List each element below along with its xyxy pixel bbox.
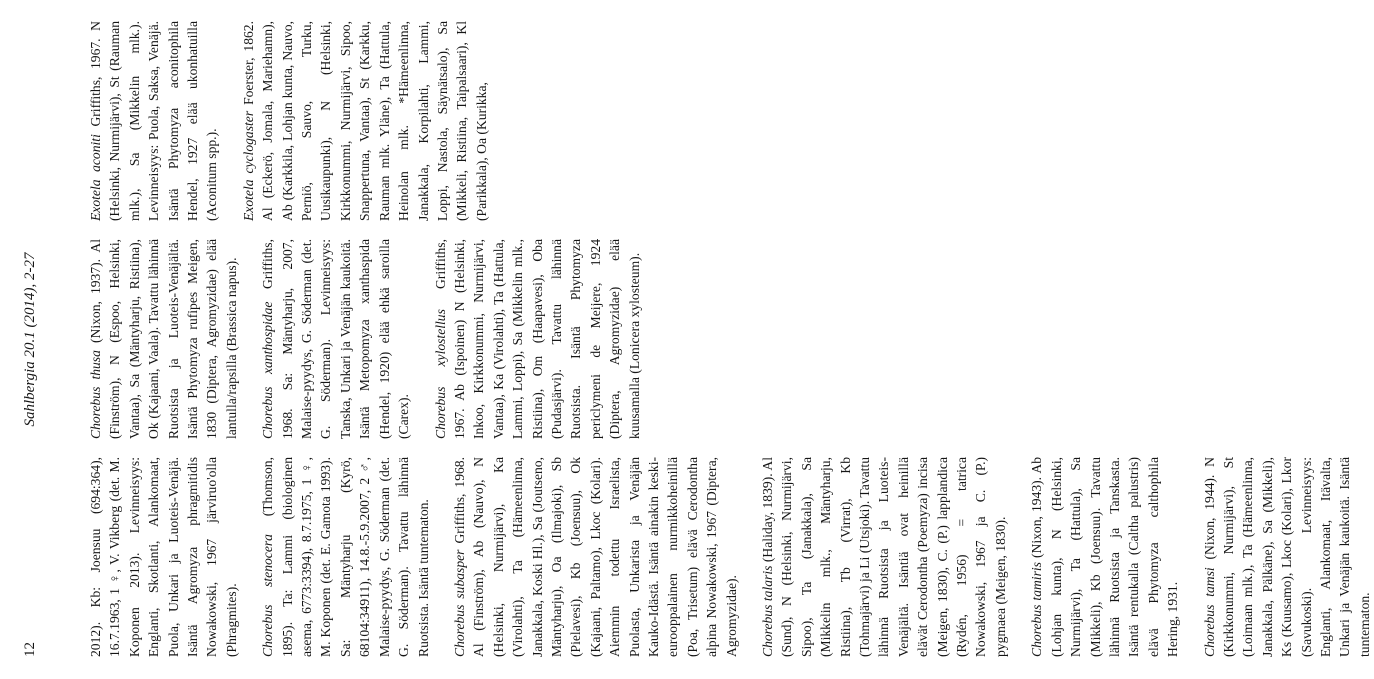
paragraph-text: 2012). Kb: Joensuu (694:364), 16.7.1963, 1 ♀, V. Vikberg (det. M. Koponen 2013). Levinneisyys: Englanti, Skotlanti, Alankomaat, Puola, Unkari ja Luoteis-Venäjä. Isäntä Agromyza phragmitidis Nowakowski, 1967 järviruo'olla (Phragmites). <box>88 457 239 657</box>
species-entry <box>258 239 413 439</box>
species-name: Chorebus tamsi <box>1201 567 1217 657</box>
page-number: 12 <box>22 642 38 657</box>
text-column-1 <box>86 457 1372 657</box>
species-text: (Nixon, 1944). N (Kirkkonummi, Nurmijärvi), St (Loimaan mlk.), Ta (Hämeenlinna, Janakkala, Pälkäne), Sa (Mikkeli), Ks (Kuusamo), Lkoc (Kolari), Lkor (Savukoski). Levinneisyys: Englanti, Alankomaat, Itävalta, Unkari ja Venäjän kaukoitä. Isäntä tuntematon. <box>1201 457 1372 657</box>
species-name: Chorebus subasper <box>451 549 467 657</box>
species-entry <box>450 457 741 657</box>
species-name: Chorebus stenocera <box>260 534 276 657</box>
species-name: Exotela cyclogaster <box>240 110 256 221</box>
species-text: (Nixon, 1943). Ab (Lohjan kunta), N (Helsinki, Nurmijärvi), Ta (Hattula), Sa (Mikkeli), Kb (Joensuu). Tavattu lähinnä Ruotsista ja Tanskasta. Isäntä rentukalla (Caltha palustris) elävä Phytomyza calthophila Hering, 1931. <box>1029 457 1181 657</box>
species-name: Exotela aconiti <box>88 134 103 221</box>
text-column-2 <box>86 239 1011 439</box>
species-text: (Thomson, 1895). Ta: Lammi (biologinen asema, 6773:3394), 8.7.1975, 1 ♀, M. Koponen (det. E. Gamota 1993). Sa: Mäntyharju (Kyrö, 68104:34911), 14.8.-5.9.2007, 2 ♂, Malaise-pyydys, G. Söderman (det. G. Söderman). Tavattu lähinnä Ruotsista. Isäntä tuntematon. <box>260 457 431 657</box>
species-name: Chorebus xanthospidae <box>260 301 276 439</box>
running-head: Sahlbergia 20.1 (2014), 2-27 <box>22 252 38 427</box>
species-text: (Nixon, 1937). Al (Finström), N (Espoo, Helsinki, Vantaa), Sa (Mäntyharju, Ristiina), Ok (Kajaani, Vaala). Tavattu lähinnä Ruotsista ja Luoteis-Venäjältä. Isäntä Phytomyza rufipes Meigen, 1830 (Diptera, Agromyzidae) elää lantulla/rapsilla (Brassica napus). <box>88 239 239 439</box>
species-entry <box>258 457 433 657</box>
species-entry <box>1200 457 1374 657</box>
species-text: Griffiths, 1967. N (Helsinki, Nurmijärvi), St (Rauman mlk.), Sa (Mikkelin mlk.). Levinneisyys: Puola, Saksa, Venäjä. Isäntä Phytomyza aconitophila Hendel, 1927 elää ukonhatuilla (Aconitum spp.). <box>88 21 220 221</box>
species-entry <box>239 21 491 221</box>
text-column-3 <box>86 21 1011 221</box>
species-text: Griffiths, 1968. Sa: Mäntyharju, 2007, Malaise-pyydys, G. Söderman (det. G. Söderman). Levinneisyys: Tanska, Unkari ja Venäjän kaukoitä. Isäntä Metopomyza xanthaspida (Hendel, 1920) elää ehkä saroilla (Carex). <box>260 239 412 439</box>
continuation-paragraph <box>86 457 241 657</box>
species-name: Chorebus thusa <box>88 350 103 439</box>
species-entry <box>758 457 1010 657</box>
species-text: (Haliday, 1839). Al (Sund), N (Helsinki, Nurmijärvi, Sipoo), Ta (Janakkala), Sa (Mikkelin mlk., Mäntyharju, Ristiina), Tb (Virrat), Kb (Tohmajärvi) ja Li (Utsjoki). Tavattu lähinnä Ruotsista ja Luoteis-Venäjältä. Isäntiä ovat heinillä elävät Cerodontha (Poemyza) incisa (Meigen, 1830), C. (P.) lapplandica (Rydén, 1956) = tatrica Nowakowski, 1967 ja C. (P.) pygmaea (Meigen, 1830). <box>760 457 1008 657</box>
species-text: Foerster, 1862. Al (Eckerö, Jomala, Mariehamn), Ab (Karkkila, Lohjan kunta, Nauvo, Perniö, Sauvo, Turku, Uusikaupunki), N (Helsinki, Kirkkonummi, Nurmijärvi, Sipoo, Snappertuna, Vantaa), St (Karkku, Rauman mlk. Yläne), Ta (Hattula, Heinolan mlk. *Hämeenlinna, Janakkala, Korpilahti, Lammi, Loppi, Nastola, Säynätsalo), Sa (Mikkeli, Ristiina, Taipalsaari), Kl (Parikkala), Oa (Kurikka, <box>240 21 489 221</box>
species-name: Chorebus talaris <box>760 565 775 657</box>
species-entry <box>1027 457 1182 657</box>
species-entry <box>86 239 241 439</box>
species-text: Griffiths, 1967. Ab (Ispoinen) N (Helsinki, Inkoo, Kirkkonummi, Nurmijärvi, Vantaa), Ka (Virolahti), Ta (Hattula, Lammi, Loppi), Sa (Mikkelin mlk., Ristiina), Om (Haapavesi), Oba (Pudasjärvi). Tavattu lähinnä Ruotsista. Isäntä Phytomyza periclymeni de Meijere, 1924 (Diptera, Agromyzidae) elää kuusamalla (Lonicera xylosteum). <box>432 239 642 439</box>
species-entry <box>431 239 644 439</box>
species-name: Chorebus xylostellus <box>432 309 448 439</box>
species-name: Chorebus tamiris <box>1029 562 1045 657</box>
species-text: Griffiths, 1968. Al (Finström), Ab (Nauvo), N (Helsinki, Nurmijärvi), Ka (Virolahti), Ta (Hämeenlinna, Janakkala, Koski Hl.), Sa (Joutseno, Mäntyharju), Oa (Ilmajoki), Sb (Pielavesi), Kb (Joensuu), Ok (Kajaani, Paltamo), Lkoc (Kolari). Aiemmin todettu Israelista, Puolasta, Unkarista ja Venäjän Kauko-Idästä. Isäntä ainakin keski-eurooppalainen nurmikkoheinillä (Poa, Trisetum) elävä Cerodontha alpina Nowakowski, 1967 (Diptera, Agromyzidae). <box>451 457 739 657</box>
species-entry <box>86 21 222 221</box>
